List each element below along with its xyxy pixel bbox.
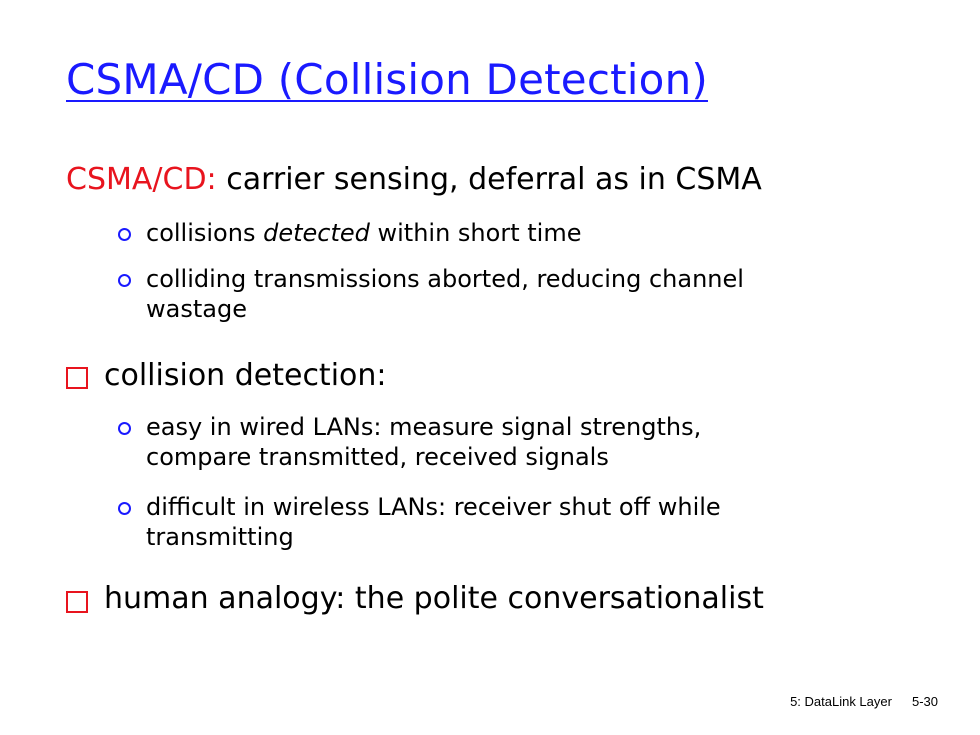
footer-page-number: 5-30 bbox=[911, 694, 938, 709]
sub-item-collisions-detected bbox=[146, 218, 581, 248]
sub3-line2: compare transmitted, received signals bbox=[146, 443, 609, 471]
sub-item-wired-lans bbox=[146, 412, 701, 472]
bullet-human-analogy: human analogy: the polite conversationalist bbox=[104, 581, 764, 616]
slide-title: CSMA/CD (Collision Detection) bbox=[66, 55, 708, 104]
sub4-line2: transmitting bbox=[146, 523, 294, 551]
square-bullet-icon bbox=[66, 591, 88, 613]
square-bullet-icon bbox=[66, 367, 88, 389]
circle-bullet-icon bbox=[118, 274, 131, 287]
sub2-line2: wastage bbox=[146, 295, 247, 323]
intro-line bbox=[66, 162, 762, 197]
sub1-before: collisions bbox=[146, 219, 264, 247]
intro-rest: carrier sensing, deferral as in CSMA bbox=[216, 162, 762, 197]
sub1-emph: detected bbox=[263, 219, 370, 247]
sub2-line1: colliding transmissions aborted, reducing channel bbox=[146, 265, 744, 293]
sub-item-wireless-lans bbox=[146, 492, 721, 552]
circle-bullet-icon bbox=[118, 422, 131, 435]
circle-bullet-icon bbox=[118, 228, 131, 241]
bullet-collision-detection: collision detection: bbox=[104, 358, 387, 393]
intro-lead: CSMA/CD: bbox=[66, 162, 217, 197]
sub1-after: within short time bbox=[369, 219, 582, 247]
footer-section: 5: DataLink Layer bbox=[790, 694, 892, 709]
sub3-line1: easy in wired LANs: measure signal strengths, bbox=[146, 413, 702, 441]
sub4-line1: difficult in wireless LANs: receiver shut off while bbox=[146, 493, 721, 521]
slide-footer bbox=[790, 694, 938, 709]
sub-item-transmissions-aborted bbox=[146, 264, 744, 324]
circle-bullet-icon bbox=[118, 502, 131, 515]
